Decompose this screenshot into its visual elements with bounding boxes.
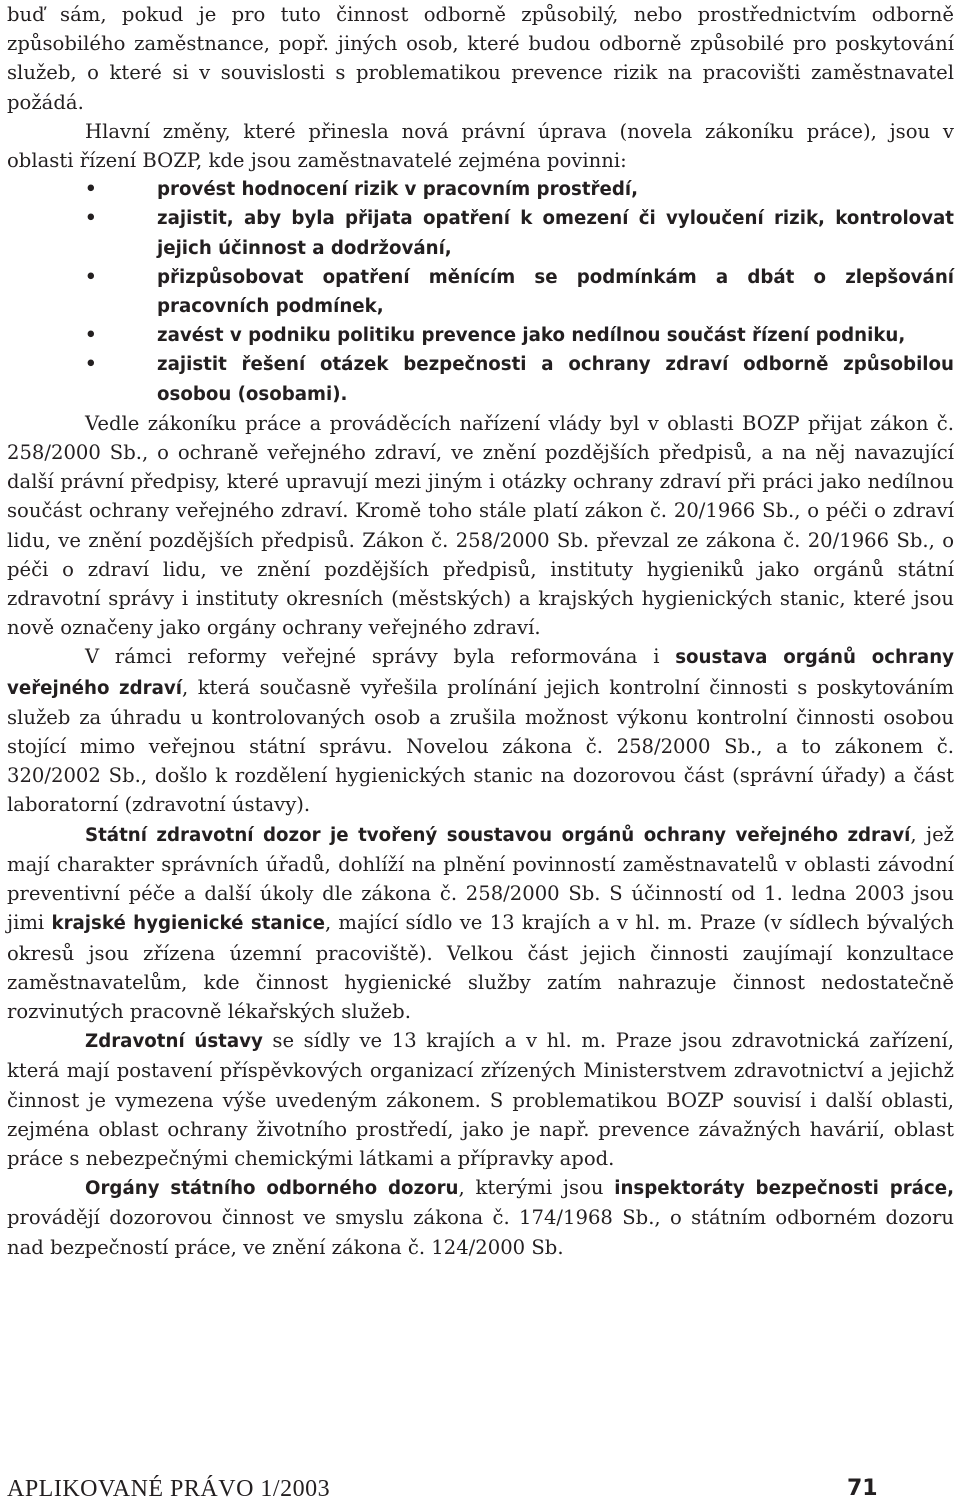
bullet-icon: • — [85, 354, 97, 376]
publication-title: APLIKOVANÉ PRÁVO 1/2003 — [7, 1476, 331, 1502]
paragraph-health-institutes: Zdravotní ústavy se sídly ve 13 krajích a v hl. m. Praze jsou zdravotnická zařízení, která mají postavení příspěvkových organizací zřízených Ministerstvem zdravotnictví a jejichž činnost je vymezena výše uvedeným zákonem. S problematikou BOZP souvisí i další oblasti, zejména oblast ochrany životního prostředí, jako je např. prevence závažných havárií, oblast práce s nebezpečnými chemickými látkami a přípravky apod. — [7, 1029, 954, 1170]
list-item: • přizpůsobovat opatření měnícím se podmínkám a dbát o zlepšování pracovních podmínek, — [7, 263, 954, 321]
paragraph-state-health-supervision: Státní zdravotní dozor je tvořený soustavou orgánů ochrany veřejného zdraví, jež mají charakter správních úřadů, dohlíží na plnění povinností zaměstnavatelů v oblasti závodní preventivní péče a další úkoly dle zákona č. 258/2000 Sb. S účinností od 1. ledna 2003 jsou jimi krajské hygienické stanice, mající sídlo ve 13 krajích a v hl. m. Praze (v sídlech bývalých okresů jsou zřízena územní pracoviště). Velkou část jejich činnosti zaujímají konzultace zaměstnavatelům, kde činnost hygienické služby zatím nahrazuje činnost nedostatečně rozvinutých pracovně lékařských služeb. — [7, 822, 954, 1023]
paragraph-public-health-act: Vedle zákoníku práce a prováděcích nařízení vlády byl v oblasti BOZP přijat zákon č. 258/2000 Sb., o ochraně veřejného zdraví, ve znění pozdějších předpisů, a na něj navazující další právní předpisy, které upravují mezi jiným i otázky ochrany zdraví při práci jako nedílnou součást ochrany veřejného zdraví. Kromě toho stále platí zákon č. 20/1966 Sb., o péči o zdraví lidu, ve znění pozdějších předpisů. Zákon č. 258/2000 Sb. převzal ze zákona č. 20/1966 Sb., o péči o zdraví lidu, ve znění pozdějších předpisů, instituty hygieniků jako orgánů státní zdravotní správy i instituty okresních (městských) a krajských hygienických stanic, které jsou nově označeny jako orgány ochrany veřejného zdraví. — [7, 411, 954, 640]
paragraph-intro: buď sám, pokud je pro tuto činnost odborně způsobilý, nebo prostřednictvím odborně způsobilého zaměstnance, popř. jiných osob, které budou odborně způsobilé pro poskytování služeb, o které si v souvislosti s problematikou prevence rizik na pracovišti zaměstnavatel požádá. — [7, 3, 954, 114]
list-item: • zajistit řešení otázek bezpečnosti a ochrany zdraví odborně způsobilou osobou (osobami). — [7, 350, 954, 408]
bullet-icon: • — [85, 179, 97, 201]
bullet-icon: • — [85, 325, 97, 347]
bullet-icon: • — [85, 208, 97, 230]
list-item: • provést hodnocení rizik v pracovním prostředí, — [7, 175, 954, 204]
page-number: 71 — [847, 1476, 878, 1501]
page-footer — [7, 1473, 954, 1505]
paragraph-state-supervision-bodies: Orgány státního odborného dozoru, kterými jsou inspektoráty bezpečnosti práce, provádějí dozorovou činnost ve smyslu zákona č. 174/1968 Sb., o státním odborném dozoru nad bezpečností práce, ve znění zákona č. 124/2000 Sb. — [7, 1176, 954, 1259]
list-item: • zajistit, aby byla přijata opatření k omezení či vyloučení rizik, kontrolovat jejich účinnost a dodržování, — [7, 204, 954, 262]
obligations-list — [7, 175, 954, 409]
paragraph-reform: V rámci reformy veřejné správy byla reformována i soustava orgánů ochrany veřejného zdraví, která současně vyřešila prolínání jejich kontrolní činnosti s poskytováním služeb za úhradu u kontrolovaných osob a zrušila možnost výkonu kontrolní činnosti osobou stojící mimo veřejnou státní správu. Novelou zákona č. 258/2000 Sb., a to zákonem č. 320/2002 Sb., došlo k rozdělení hygienických stanic na dozorovou část (správní úřady) a část laboratorní (zdravotní ústavy). — [7, 645, 954, 817]
paragraph-main-changes: Hlavní změny, které přinesla nová právní úprava (novela zákoníku práce), jsou v oblasti řízení BOZP, kde jsou zaměstnavatelé zejména povinni: — [7, 119, 954, 173]
bullet-icon: • — [85, 266, 97, 288]
list-item: • zavést v podniku politiku prevence jako nedílnou součást řízení podniku, — [7, 321, 954, 350]
page-body — [7, 0, 954, 1262]
